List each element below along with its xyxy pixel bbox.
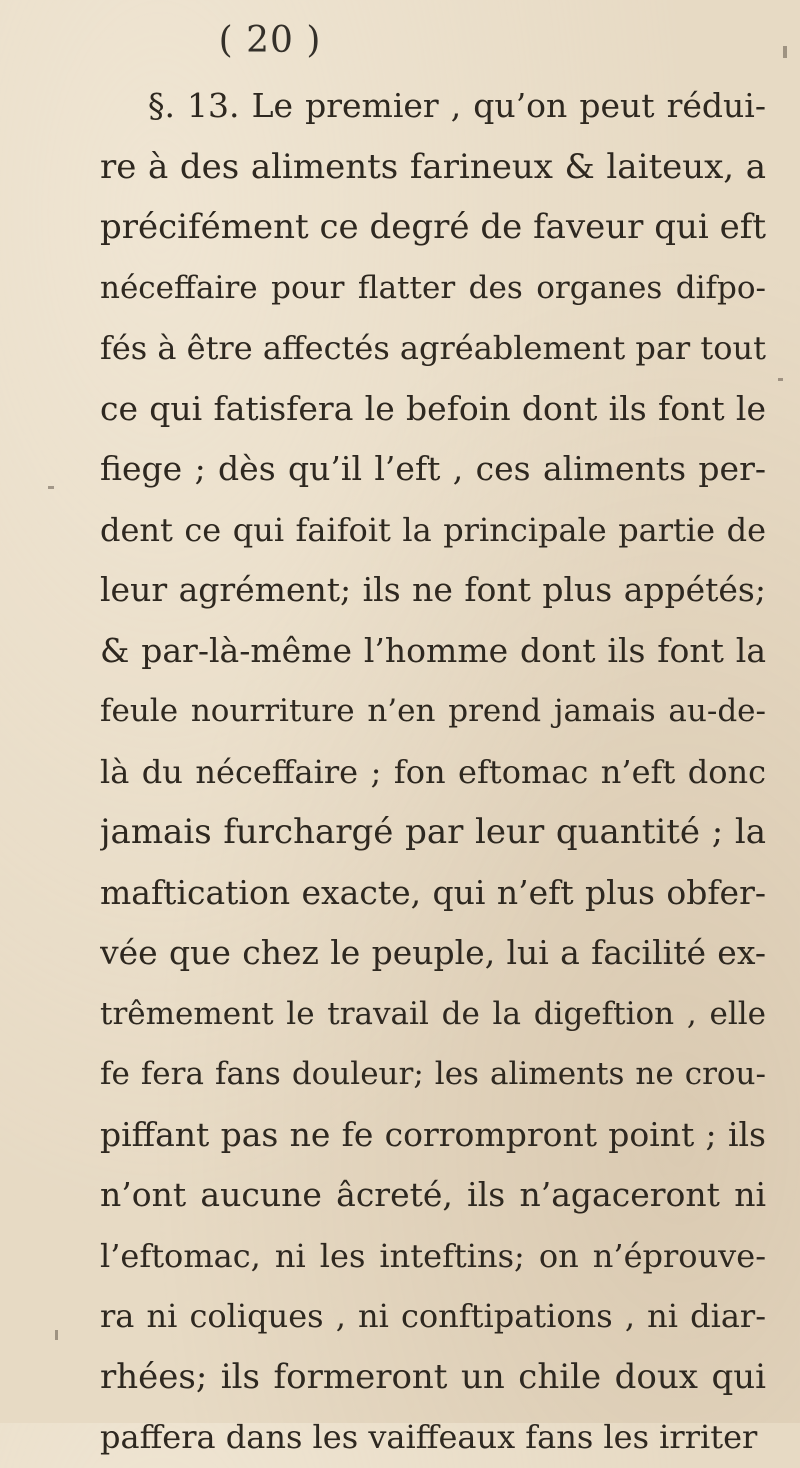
text-line: vée que chez le peuple, lui a facilité ex-	[100, 933, 766, 972]
text-line: re à des aliments farineux & laiteux, a	[100, 146, 766, 187]
text-line: là du néceffaire ; fon eftomac n’eft donc	[100, 752, 766, 791]
text-line: ra ni coliques , ni conftipations , ni diar-	[100, 1297, 766, 1335]
text-line: trêmement le travail de la digeftion , elle	[100, 995, 766, 1032]
text-line: feule nourriture n’en prend jamais au-de-	[100, 693, 766, 729]
text-line: §. 13. Le premier , qu’on peut rédui-	[148, 86, 766, 125]
text-line: rhées; ils formeront un chile doux qui	[100, 1356, 766, 1397]
text-line: néceffaire pour flatter des organes difpo-	[100, 269, 766, 306]
text-line: jamais furchargé par leur quantité ; la	[100, 812, 766, 852]
paper-speck	[55, 1330, 58, 1340]
paper-speck	[778, 378, 783, 381]
text-line: fe fera fans douleur; les aliments ne crou-	[100, 1056, 766, 1092]
text-line: maftication exacte, qui n’eft plus obfer-	[100, 872, 766, 912]
text-line: & par-là-même l’homme dont ils font la	[100, 630, 766, 670]
text-line: dent ce qui faifoit la principale partie de	[100, 510, 766, 549]
paper-speck	[783, 46, 787, 58]
page-number: ( 20 )	[218, 20, 322, 61]
text-line: fiege ; dès qu’il l’eft , ces aliments per-	[100, 449, 766, 488]
body-text	[100, 76, 766, 1468]
text-line: piffant pas ne fe corrompront point ; ils	[100, 1114, 766, 1154]
paper-speck	[48, 486, 54, 489]
text-line: leur agrément; ils ne font plus appétés;	[100, 570, 766, 609]
text-line: ce qui fatisfera le befoin dont ils font le	[100, 388, 766, 428]
text-line: l’eftomac, ni les inteftins; on n’éprouve-	[100, 1236, 766, 1275]
text-line: paffera dans les vaiffeaux fans les irriter	[100, 1418, 758, 1456]
text-line: précifément ce degré de faveur qui eft	[100, 207, 766, 247]
text-line: fés à être affectés agréablement par tout	[100, 329, 766, 367]
text-line: n’ont aucune âcreté, ils n’agaceront ni	[100, 1175, 766, 1214]
